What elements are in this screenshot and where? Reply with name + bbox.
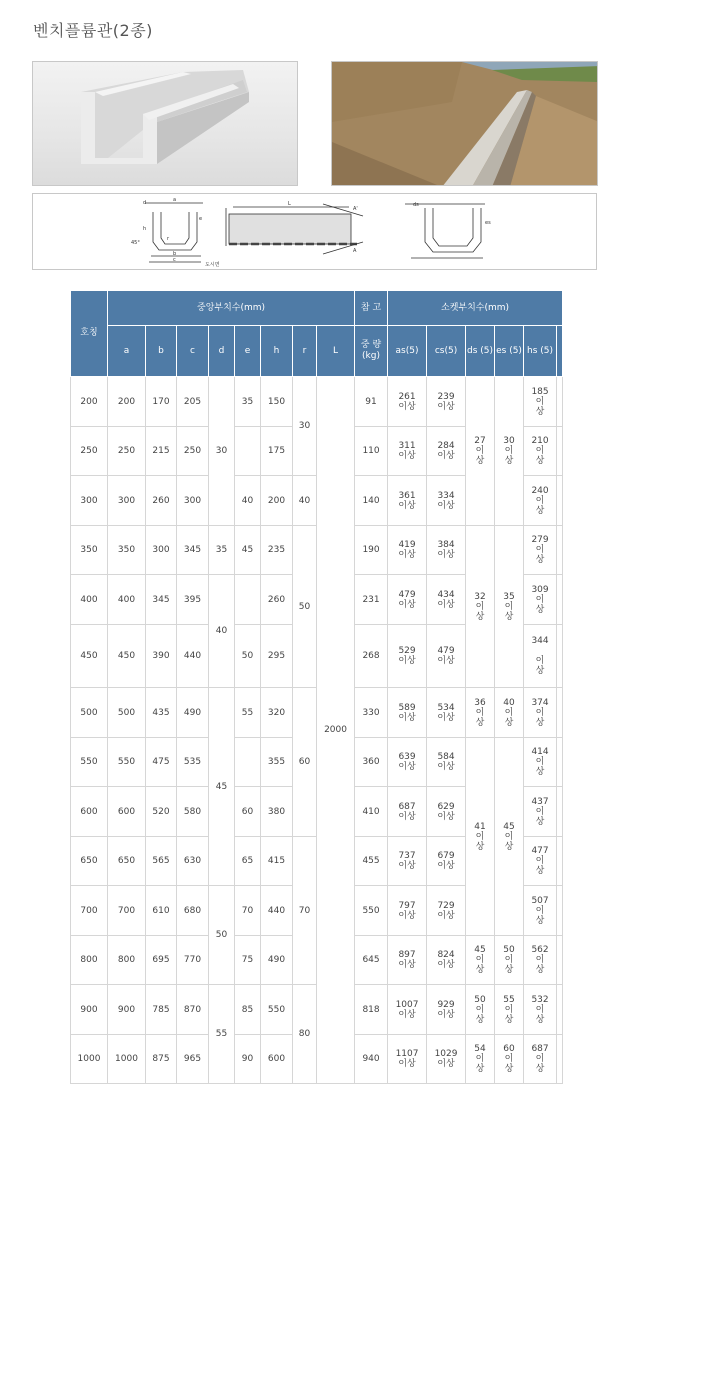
cell-a: 250 [108, 427, 146, 476]
cell-weight: 550 [355, 886, 388, 936]
cell-h: 440 [261, 886, 293, 936]
cell-as: 897 이상 [388, 936, 427, 985]
cell-name: 900 [71, 985, 108, 1035]
cross-section-drawing [32, 193, 597, 270]
cell-hs: 210 이 상 [524, 427, 557, 476]
cell-c: 965 [177, 1035, 209, 1084]
cell-as: 261 이상 [388, 377, 427, 427]
cell-b: 300 [146, 526, 177, 575]
cell-name: 300 [71, 476, 108, 526]
cell-h: 415 [261, 837, 293, 886]
cell-cs: 384 이상 [427, 526, 466, 575]
cell-hs: 344 이 상 [524, 625, 557, 688]
cell-e: 65 [235, 837, 261, 886]
header-b: b [146, 326, 177, 377]
cell-d: 30 [209, 377, 235, 526]
cell-b: 565 [146, 837, 177, 886]
cell-cs: 584 이상 [427, 738, 466, 787]
cell-a: 200 [108, 377, 146, 427]
cell-weight: 455 [355, 837, 388, 886]
cell-es: 45 이 상 [495, 738, 524, 936]
cell-as: 479 이상 [388, 575, 427, 625]
cell-spacer [557, 625, 563, 688]
drawing-label-h: h [143, 226, 147, 232]
cell-h: 600 [261, 1035, 293, 1084]
cell-es: 35 이 상 [495, 526, 524, 688]
cell-c: 395 [177, 575, 209, 625]
cell-name: 600 [71, 787, 108, 837]
header-ds: ds (5) [466, 326, 495, 377]
drawing-label-ds: ds [413, 202, 419, 208]
cell-name: 500 [71, 688, 108, 738]
header-socket-group: 소켓부치수(mm) [388, 291, 563, 326]
cell-a: 300 [108, 476, 146, 526]
cell-e: 50 [235, 625, 261, 688]
cell-b: 260 [146, 476, 177, 526]
cell-e: 55 [235, 688, 261, 738]
cell-hs: 309 이 상 [524, 575, 557, 625]
cell-weight: 91 [355, 377, 388, 427]
header-hs: hs (5) [524, 326, 557, 377]
drawing-label-section: 도시면 [205, 262, 220, 268]
cell-c: 300 [177, 476, 209, 526]
cell-hs: 562 이 상 [524, 936, 557, 985]
cell-b: 520 [146, 787, 177, 837]
cell-h: 355 [261, 738, 293, 787]
cell-h: 490 [261, 936, 293, 985]
cell-spacer [557, 936, 563, 985]
cell-spacer [557, 427, 563, 476]
cell-cs: 239 이상 [427, 377, 466, 427]
cell-r: 50 [293, 526, 317, 688]
header-cs: cs(5) [427, 326, 466, 377]
cell-a: 500 [108, 688, 146, 738]
cell-weight: 410 [355, 787, 388, 837]
cell-ds: 45 이 상 [466, 936, 495, 985]
cell-spacer [557, 985, 563, 1035]
cell-e: 90 [235, 1035, 261, 1084]
cell-es: 40 이 상 [495, 688, 524, 738]
cell-weight: 268 [355, 625, 388, 688]
header-ref: 참 고 [355, 291, 388, 326]
cell-ds: 32 이 상 [466, 526, 495, 688]
page-title: 벤치플륨관(2종) [33, 21, 153, 40]
cell-h: 320 [261, 688, 293, 738]
drawing-label-es: es [485, 220, 491, 226]
cell-c: 440 [177, 625, 209, 688]
drawing-label-a: a [173, 197, 177, 203]
cell-name: 800 [71, 936, 108, 985]
cell-cs: 479 이상 [427, 625, 466, 688]
header-d: d [209, 326, 235, 377]
header-r: r [293, 326, 317, 377]
cell-b: 875 [146, 1035, 177, 1084]
cell-e-empty [235, 575, 261, 625]
product-photo [32, 61, 298, 186]
cell-es: 50 이 상 [495, 936, 524, 985]
cell-h: 260 [261, 575, 293, 625]
cell-name: 550 [71, 738, 108, 787]
cell-b: 695 [146, 936, 177, 985]
cell-as: 687 이상 [388, 787, 427, 837]
cell-cs: 434 이상 [427, 575, 466, 625]
cell-h: 295 [261, 625, 293, 688]
cell-e: 75 [235, 936, 261, 985]
cell-d: 40 [209, 575, 235, 688]
cell-d: 55 [209, 985, 235, 1084]
cell-b: 610 [146, 886, 177, 936]
cell-weight: 231 [355, 575, 388, 625]
header-center-group: 중앙부치수(mm) [108, 291, 355, 326]
cell-h: 200 [261, 476, 293, 526]
cell-cs: 1029 이상 [427, 1035, 466, 1084]
cell-a: 450 [108, 625, 146, 688]
cell-ds: 36 이 상 [466, 688, 495, 738]
cell-as: 419 이상 [388, 526, 427, 575]
installation-photo [331, 61, 598, 186]
cell-b: 435 [146, 688, 177, 738]
cell-e: 60 [235, 787, 261, 837]
cell-a: 700 [108, 886, 146, 936]
cell-b: 215 [146, 427, 177, 476]
cell-spacer [557, 575, 563, 625]
cell-hs: 414 이 상 [524, 738, 557, 787]
cell-d: 45 [209, 688, 235, 886]
cell-hs: 279 이 상 [524, 526, 557, 575]
cell-r: 70 [293, 837, 317, 985]
cell-es: 30 이 상 [495, 377, 524, 526]
cell-spacer [557, 476, 563, 526]
cell-spacer [557, 526, 563, 575]
cell-name: 400 [71, 575, 108, 625]
drawing-label-L: L [288, 201, 291, 207]
cell-e-empty [235, 427, 261, 476]
installation-scene [332, 62, 598, 186]
header-e: e [235, 326, 261, 377]
cell-c: 535 [177, 738, 209, 787]
drawing-label-angle: 45° [131, 240, 140, 246]
bench-flume-illustration [33, 62, 298, 186]
cell-name: 350 [71, 526, 108, 575]
cell-spacer [557, 787, 563, 837]
header-c: c [177, 326, 209, 377]
cell-c: 580 [177, 787, 209, 837]
cell-b: 345 [146, 575, 177, 625]
cell-hs: 240 이 상 [524, 476, 557, 526]
header-a: a [108, 326, 146, 377]
cell-a: 350 [108, 526, 146, 575]
cell-weight: 360 [355, 738, 388, 787]
cell-cs: 534 이상 [427, 688, 466, 738]
cell-spacer [557, 738, 563, 787]
cell-es: 60 이 상 [495, 1035, 524, 1084]
cell-weight: 645 [355, 936, 388, 985]
cell-cs: 284 이상 [427, 427, 466, 476]
drawing-label-c: c [173, 257, 176, 263]
cell-r: 80 [293, 985, 317, 1084]
cell-weight: 330 [355, 688, 388, 738]
cell-b: 390 [146, 625, 177, 688]
cell-spacer [557, 886, 563, 936]
cell-hs: 532 이 상 [524, 985, 557, 1035]
cell-name: 1000 [71, 1035, 108, 1084]
cell-e-empty [235, 738, 261, 787]
cell-weight: 190 [355, 526, 388, 575]
cell-a: 1000 [108, 1035, 146, 1084]
cell-as: 1107 이상 [388, 1035, 427, 1084]
cell-name: 650 [71, 837, 108, 886]
cell-a: 650 [108, 837, 146, 886]
header-L: L [317, 326, 355, 377]
cell-e: 45 [235, 526, 261, 575]
table-row [71, 377, 563, 427]
cell-as: 361 이상 [388, 476, 427, 526]
cell-as: 797 이상 [388, 886, 427, 936]
cell-spacer [557, 377, 563, 427]
cell-r: 30 [293, 377, 317, 476]
cell-as: 311 이상 [388, 427, 427, 476]
cell-as: 639 이상 [388, 738, 427, 787]
cell-ds: 27 이 상 [466, 377, 495, 526]
cell-c: 630 [177, 837, 209, 886]
drawing-label-d: d [143, 200, 147, 206]
cell-weight: 110 [355, 427, 388, 476]
cell-weight: 818 [355, 985, 388, 1035]
cell-c: 870 [177, 985, 209, 1035]
cell-r: 60 [293, 688, 317, 837]
cell-hs: 374 이 상 [524, 688, 557, 738]
header-es: es (5) [495, 326, 524, 377]
cell-e: 85 [235, 985, 261, 1035]
cell-weight: 140 [355, 476, 388, 526]
cell-as: 589 이상 [388, 688, 427, 738]
cell-cs: 824 이상 [427, 936, 466, 985]
cell-name: 450 [71, 625, 108, 688]
drawing-label-r: r [167, 236, 170, 242]
drawing-label-b: b [173, 251, 177, 257]
header-as: as(5) [388, 326, 427, 377]
cell-c: 490 [177, 688, 209, 738]
cell-name: 200 [71, 377, 108, 427]
header-weight: 중 량 (kg) [355, 326, 388, 377]
cell-a: 900 [108, 985, 146, 1035]
cell-c: 770 [177, 936, 209, 985]
cell-ds: 50 이 상 [466, 985, 495, 1035]
cell-c: 680 [177, 886, 209, 936]
cell-e: 70 [235, 886, 261, 936]
cell-a: 400 [108, 575, 146, 625]
cell-as: 1007 이상 [388, 985, 427, 1035]
cell-c: 205 [177, 377, 209, 427]
header-h: h [261, 326, 293, 377]
cell-cs: 929 이상 [427, 985, 466, 1035]
cell-weight: 940 [355, 1035, 388, 1084]
cell-as: 737 이상 [388, 837, 427, 886]
cell-spacer [557, 837, 563, 886]
spec-table [70, 290, 563, 1084]
cell-h: 150 [261, 377, 293, 427]
cell-h: 380 [261, 787, 293, 837]
cell-hs: 477 이 상 [524, 837, 557, 886]
cell-L: 2000 [317, 377, 355, 1084]
cell-h: 550 [261, 985, 293, 1035]
cell-cs: 729 이상 [427, 886, 466, 936]
cell-r: 40 [293, 476, 317, 526]
cell-a: 800 [108, 936, 146, 985]
cell-hs: 687 이 상 [524, 1035, 557, 1084]
drawing-label-A: A [353, 248, 357, 254]
cell-name: 250 [71, 427, 108, 476]
cell-b: 170 [146, 377, 177, 427]
cell-ds: 54 이 상 [466, 1035, 495, 1084]
cell-h: 175 [261, 427, 293, 476]
cell-ds: 41 이 상 [466, 738, 495, 936]
header-name: 호칭 [71, 291, 108, 377]
cell-cs: 629 이상 [427, 787, 466, 837]
header-spacer [557, 326, 563, 377]
cell-hs: 437 이 상 [524, 787, 557, 837]
cell-b: 475 [146, 738, 177, 787]
cell-hs: 507 이 상 [524, 886, 557, 936]
technical-diagram [33, 194, 597, 270]
cell-a: 600 [108, 787, 146, 837]
cell-hs: 185 이 상 [524, 377, 557, 427]
drawing-label-e: e [199, 216, 203, 222]
cell-e: 40 [235, 476, 261, 526]
drawing-label-A-prime: A' [353, 206, 358, 212]
cell-c: 345 [177, 526, 209, 575]
cell-d: 50 [209, 886, 235, 985]
cell-name: 700 [71, 886, 108, 936]
cell-cs: 679 이상 [427, 837, 466, 886]
cell-h: 235 [261, 526, 293, 575]
cell-cs: 334 이상 [427, 476, 466, 526]
cell-a: 550 [108, 738, 146, 787]
cell-spacer [557, 1035, 563, 1084]
cell-b: 785 [146, 985, 177, 1035]
cell-as: 529 이상 [388, 625, 427, 688]
cell-es: 55 이 상 [495, 985, 524, 1035]
cell-e: 35 [235, 377, 261, 427]
cell-d: 35 [209, 526, 235, 575]
cell-c: 250 [177, 427, 209, 476]
cell-spacer [557, 688, 563, 738]
